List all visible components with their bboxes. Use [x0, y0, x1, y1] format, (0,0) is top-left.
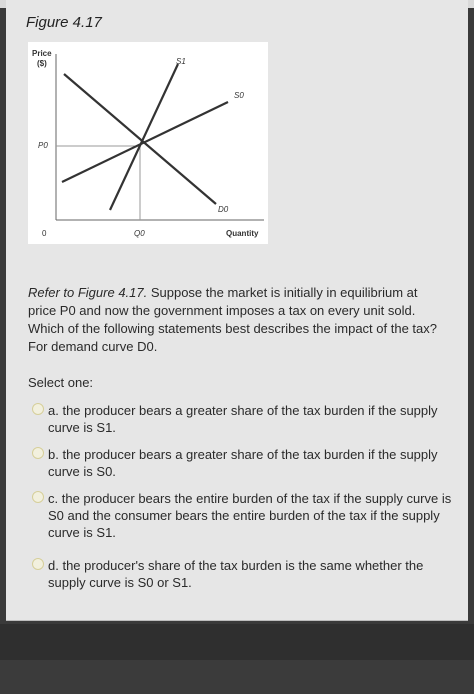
graph-svg — [28, 42, 268, 244]
question-card — [6, 0, 468, 621]
origin-label: 0 — [42, 229, 47, 238]
price-p0-label: P0 — [38, 141, 48, 150]
supply-curve-s0 — [62, 102, 228, 182]
option-d-text[interactable]: d. the producer's share of the tax burden is the same whether the supply curve is S0 or S1. — [48, 558, 424, 590]
quantity-q0-label: Q0 — [134, 229, 145, 238]
option-a-text[interactable]: a. the producer bears a greater share of the tax burden if the supply curve is S1. — [48, 403, 438, 435]
supply-demand-graph — [28, 42, 268, 244]
footer-bar-lower — [0, 660, 474, 694]
s1-label: S1 — [176, 57, 186, 66]
radio-button-a[interactable] — [32, 403, 44, 415]
supply-curve-s1 — [110, 64, 178, 210]
s0-label: S0 — [234, 91, 244, 100]
select-one-label: Select one: — [28, 375, 94, 390]
x-axis-label: Quantity — [226, 229, 259, 238]
option-b-text[interactable]: b. the producer bears a greater share of the tax burden if the supply curve is S0. — [48, 447, 438, 479]
y-axis-label: Price — [32, 49, 52, 58]
question-body: Suppose the market is initially in equilibrium at price P0 and now the government imposes a tax on every unit sold. Which of the following statements best describes the impact of the tax? For demand curve D0. — [28, 285, 437, 354]
radio-button-d[interactable] — [32, 558, 44, 570]
radio-button-b[interactable] — [32, 447, 44, 459]
radio-button-c[interactable] — [32, 491, 44, 503]
y-axis-unit: ($) — [37, 59, 47, 68]
question-text — [28, 284, 448, 356]
question-lead: Refer to Figure 4.17. — [28, 285, 148, 300]
option-c-text[interactable]: c. the producer bears the entire burden of the tax if the supply curve is S0 and the consumer bears the entire burden of the tax if the supply curve is S1. — [48, 491, 452, 540]
d0-label: D0 — [218, 205, 229, 214]
figure-title: Figure 4.17 — [26, 14, 102, 31]
